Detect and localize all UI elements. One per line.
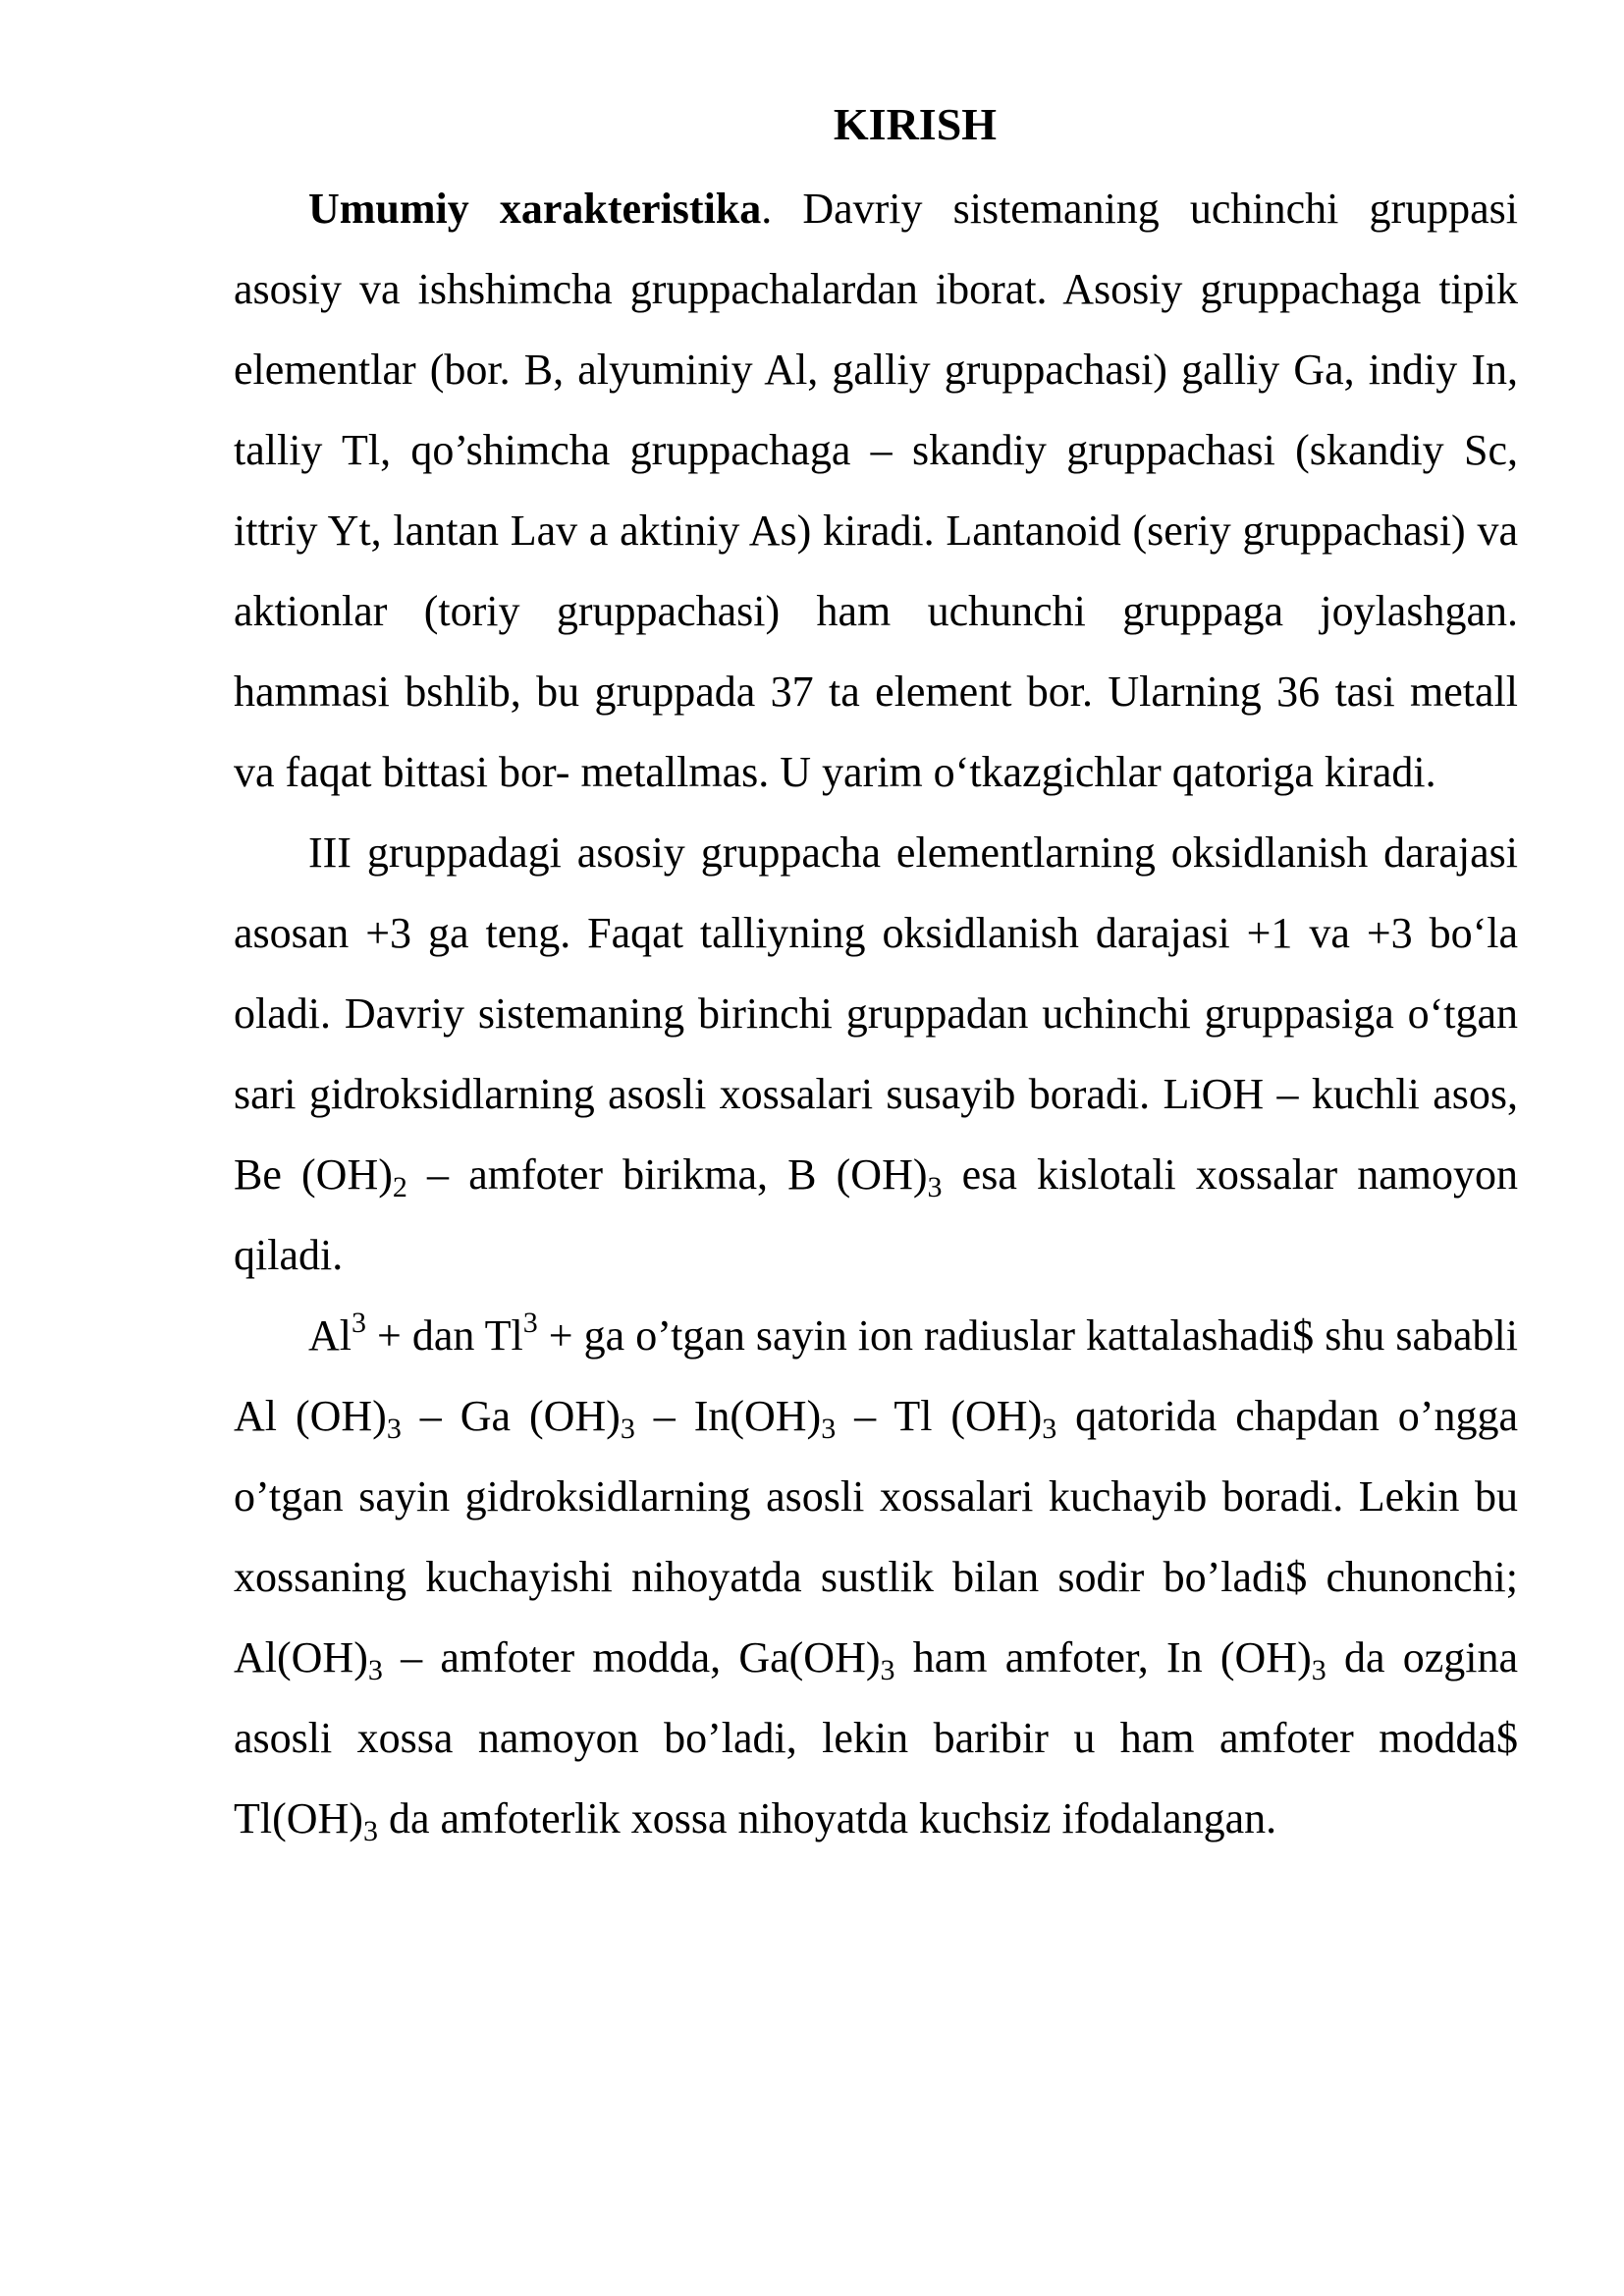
paragraph-text: – In(OH) [634,1392,822,1440]
subscript: 2 [392,1171,407,1203]
paragraph-text: – amfoter modda, Ga(OH) [382,1633,881,1682]
paragraph-text: – Tl (OH) [836,1392,1043,1440]
subscript: 3 [880,1654,895,1686]
paragraph-general-characteristics [234,169,1518,813]
paragraph-oxidation-states [234,813,1518,1296]
paragraph-text: esa kislotali xossalar namoyon qiladi. [234,1150,1519,1279]
subscript: 3 [386,1413,402,1445]
paragraph-text: da amfoterlik xossa nihoyatda kuchsiz ifodalangan. [377,1794,1277,1842]
paragraph-text: . Davriy sistemaning uchinchi gruppasi asosiy va ishshimcha gruppachalardan iborat. Asosiy gruppachaga tipik elementlar (bor. B, alyuminiy Al, galliy gruppachasi) galliy Ga, indiy In, talliy Tl, qo’shimcha gruppachaga – skandiy gruppachasi (skandiy Sc, ittriy Yt, lantan Lav a aktiniy As) kiradi. Lantanoid (seriy gruppachasi) va aktionlar (toriy gruppachasi) ham uchunchi gruppaga joylashgan. hammasi bshlib, bu gruppada 37 ta element bor. Ularning 36 tasi metall va faqat bittasi bor- metallmas. U yarim o‘tkazgichlar qatoriga kiradi. [234,185,1518,796]
paragraph-text: Al [308,1311,352,1360]
subscript: 3 [620,1413,635,1445]
paragraph-text: – amfoter birikma, B (OH) [406,1150,928,1199]
subscript: 3 [821,1413,837,1445]
subscript: 3 [367,1654,383,1686]
page-title: KIRISH [833,99,998,149]
paragraph-text: ham amfoter, In (OH) [894,1633,1312,1682]
paragraph-text: + ga o’tgan sayin ion radiuslar kattalashadi$ shu sababli Al (OH) [234,1311,1518,1440]
paragraph-text: qatorida chapdan o’ngga o’tgan sayin gidroksidlarning asosli xossalari kuchayib boradi. Lekin bu xossaning kuchayishi nihoyatda sustlik bilan sodir bo’ladi$ chunonchi; Al(OH) [234,1392,1518,1682]
paragraph-text: – Ga (OH) [401,1392,621,1440]
superscript: 3 [352,1307,366,1339]
paragraph-lead-heading: Umumiy xarakteristika [308,185,762,233]
subscript: 3 [1042,1413,1057,1445]
subscript: 3 [362,1815,378,1847]
paragraph-text: da ozgina asosli xossa namoyon bo’ladi, lekin baribir u ham amfoter modda$ Tl(OH) [234,1633,1519,1842]
document-page [234,90,1518,1859]
subscript: 3 [927,1171,943,1203]
subscript: 3 [1311,1654,1326,1686]
paragraph-ion-radius [234,1296,1518,1859]
paragraph-text: III gruppadagi asosiy gruppacha elementlarning oksidlanish darajasi asosan +3 ga teng. Faqat talliyning oksidlanish darajasi +1 va +3 bo‘la oladi. Davriy sistemaning birinchi gruppadan uchinchi gruppasiga o‘tgan sari gidroksidlarning asosli xossalari susayib boradi. LiOH – kuchli asos, Be (OH) [234,828,1518,1199]
paragraph-text: + dan Tl [366,1311,523,1360]
superscript: 3 [522,1307,538,1339]
